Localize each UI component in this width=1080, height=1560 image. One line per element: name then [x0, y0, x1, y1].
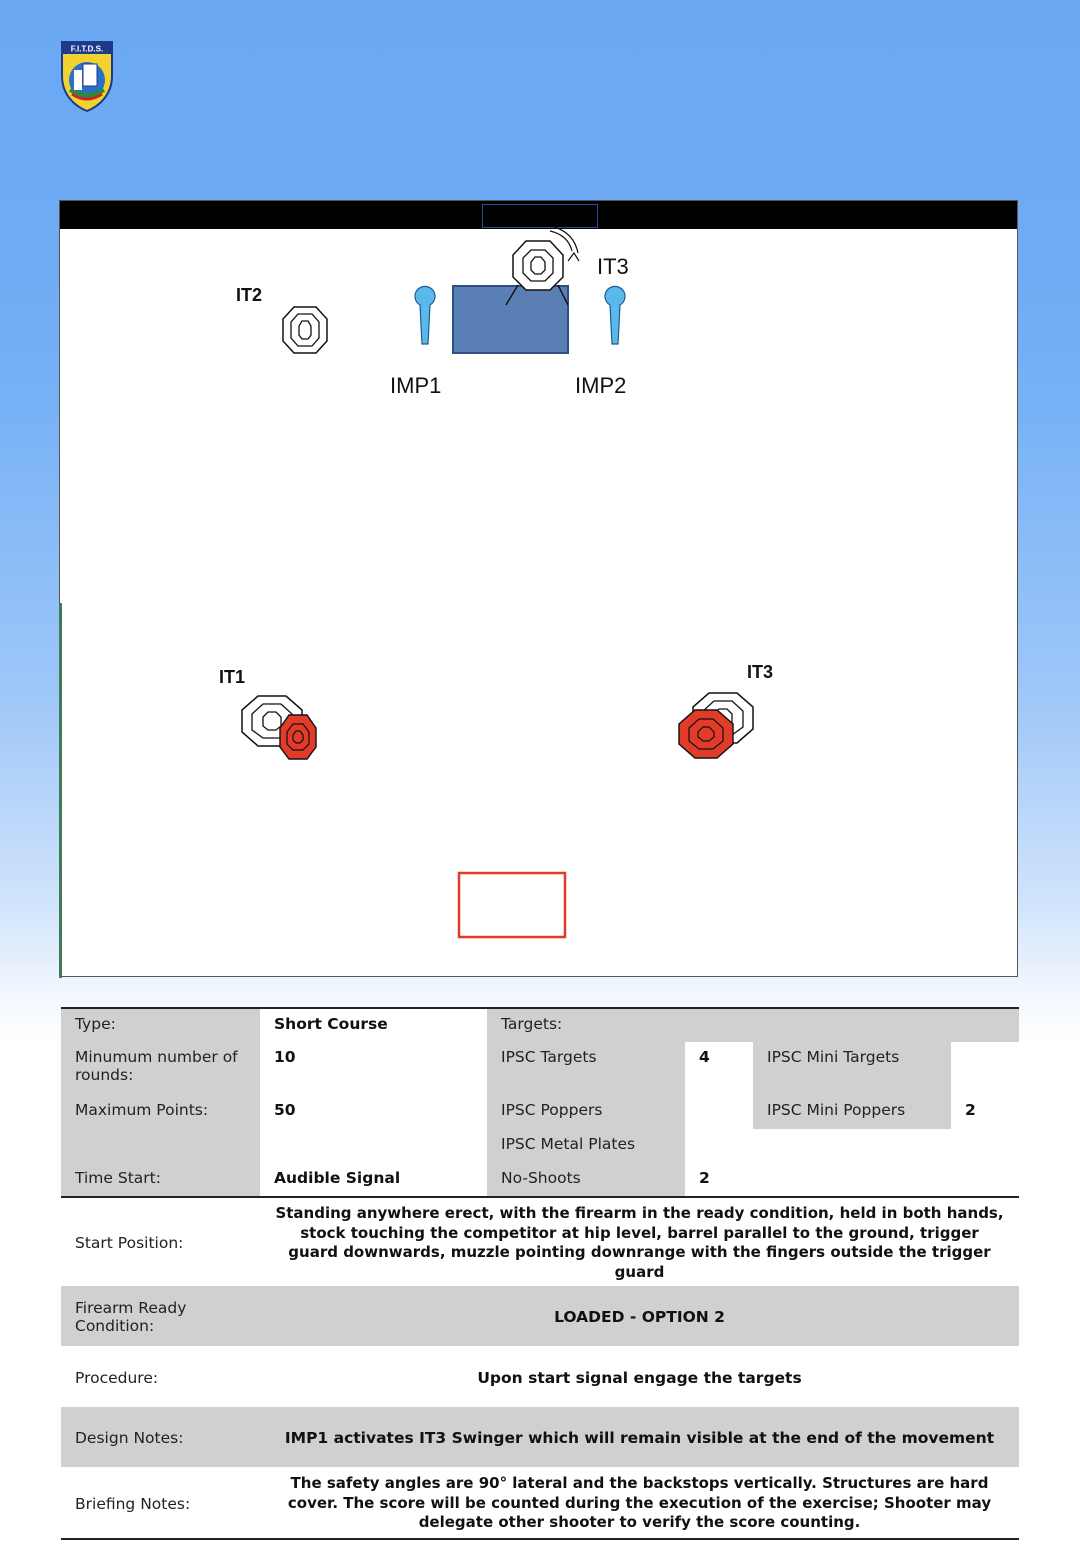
targets-label: Targets: — [487, 1008, 1019, 1042]
firearm-ready-label: Firearm Ready Condition: — [61, 1286, 260, 1346]
briefing-notes-label: Briefing Notes: — [61, 1467, 260, 1539]
popper-imp1 — [415, 286, 435, 344]
fitds-logo — [60, 40, 114, 112]
min-rounds-value: 10 — [260, 1042, 487, 1095]
ipsc-mini-targets-label: IPSC Mini Targets — [753, 1042, 951, 1095]
max-points-label: Maximum Points: — [61, 1095, 260, 1129]
max-points-value: 50 — [260, 1095, 487, 1129]
label-imp2: IMP2 — [575, 373, 627, 398]
label-it3-top: IT3 — [597, 254, 629, 279]
no-shoot-it1 — [280, 715, 316, 759]
svg-text:F.I.T.D.S.: F.I.T.D.S. — [70, 44, 104, 54]
empty-cell — [260, 1129, 487, 1163]
briefing-notes-value: The safety angles are 90° lateral and the backstops vertically. Structures are hard cover. The score will be counted during the execution of the exercise; Shooter may delegate other shooter to verify the score counting. — [260, 1467, 1019, 1539]
hard-cover-wall — [453, 286, 568, 353]
procedure-value: Upon start signal engage the targets — [260, 1346, 1019, 1407]
start-position-value: Standing anywhere erect, with the firearm in the ready condition, held in both hands, stock touching the competitor at hip level, barrel parallel to the ground, trigger guard downwards, muzzle pointing downrange with the fingers outside the trigger guard — [260, 1197, 1019, 1286]
no-shoots-value: 2 — [685, 1163, 753, 1197]
shooting-box — [459, 873, 565, 937]
popper-imp2 — [605, 286, 625, 344]
start-position-label: Start Position: — [61, 1197, 260, 1286]
time-start-value: Audible Signal — [260, 1163, 487, 1197]
ipsc-metal-plates-label: IPSC Metal Plates — [487, 1129, 685, 1163]
empty-cell — [61, 1129, 260, 1163]
ipsc-mini-poppers-value: 2 — [951, 1095, 1019, 1129]
empty-cell — [753, 1163, 1019, 1197]
ipsc-mini-targets-value — [951, 1042, 1019, 1095]
ipsc-mini-poppers-label: IPSC Mini Poppers — [753, 1095, 951, 1129]
label-it3-bottom: IT3 — [747, 662, 774, 682]
time-start-label: Time Start: — [61, 1163, 260, 1197]
no-shoots-label: No-Shoots — [487, 1163, 685, 1197]
ipsc-poppers-label: IPSC Poppers — [487, 1095, 685, 1129]
ipsc-poppers-value — [685, 1095, 753, 1129]
no-shoot-it3 — [679, 710, 733, 758]
type-label: Type: — [61, 1008, 260, 1042]
stage-info-table — [61, 1007, 1019, 1540]
label-it2: IT2 — [236, 285, 263, 305]
stage-drawing — [60, 201, 1017, 976]
label-imp1: IMP1 — [390, 373, 442, 398]
stage-diagram — [59, 200, 1018, 977]
target-it2 — [283, 307, 327, 353]
firearm-ready-value: LOADED - OPTION 2 — [260, 1286, 1019, 1346]
ipsc-targets-value: 4 — [685, 1042, 753, 1095]
label-it1: IT1 — [219, 667, 246, 687]
procedure-label: Procedure: — [61, 1346, 260, 1407]
empty-cell — [685, 1129, 753, 1163]
ipsc-targets-label: IPSC Targets — [487, 1042, 685, 1095]
type-value: Short Course — [260, 1008, 487, 1042]
min-rounds-label: Minumum number of rounds: — [61, 1042, 260, 1095]
empty-cell — [753, 1129, 1019, 1163]
design-notes-value: IMP1 activates IT3 Swinger which will remain visible at the end of the movement — [260, 1407, 1019, 1467]
design-notes-label: Design Notes: — [61, 1407, 260, 1467]
